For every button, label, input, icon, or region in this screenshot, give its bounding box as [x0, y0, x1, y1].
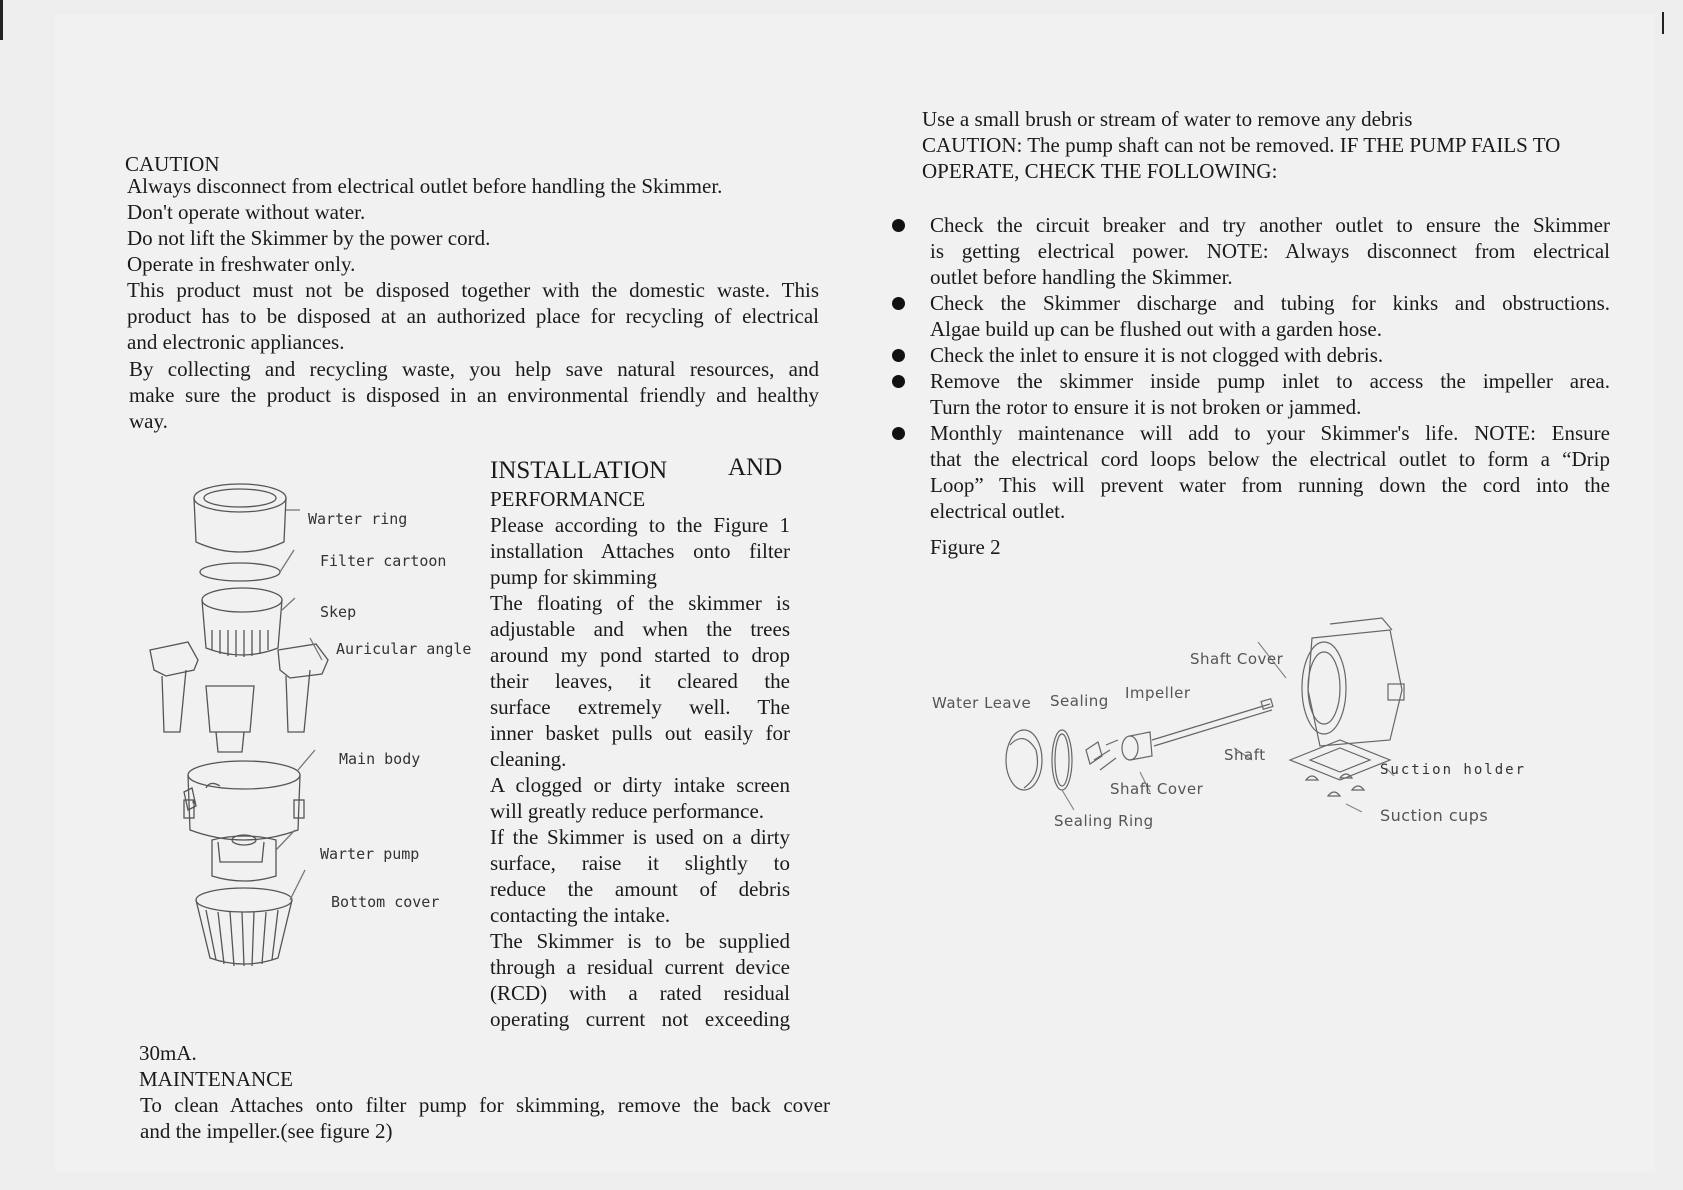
installation-line: If the Skimmer is used on a dirty: [490, 825, 790, 849]
caution-line: Do not lift the Skimmer by the power cord.: [127, 226, 491, 250]
installation-line: The floating of the skimmer is: [490, 591, 790, 615]
bullet-dot: [892, 427, 905, 440]
label-warter-ring: Warter ring: [308, 510, 408, 528]
troubleshooting-line: Check the circuit breaker and try another outlet to ensure the Skimmer: [930, 213, 1610, 237]
label-water-leave: Water Leave: [932, 694, 1032, 712]
right-intro: [922, 106, 1560, 184]
installation-line: surface, raise it slightly to: [490, 851, 790, 875]
troubleshooting-line: Check the inlet to ensure it is not clogged with debris.: [930, 343, 1384, 367]
installation-line: adjustable and when the trees: [490, 617, 790, 641]
caution-line: Don't operate without water.: [127, 200, 366, 224]
recycling-paragraph: [129, 356, 819, 434]
troubleshooting-line: outlet before handling the Skimmer.: [930, 265, 1233, 289]
troubleshooting-item: [930, 368, 1610, 420]
installation-line: will greatly reduce performance.: [490, 799, 765, 823]
troubleshooting-line: Check the Skimmer discharge and tubing for kinks and obstructions.: [930, 291, 1610, 315]
figure2-caption: Figure 2: [930, 535, 1001, 559]
installation-heading-left: INSTALLATION: [490, 457, 668, 484]
caution-line: Operate in freshwater only.: [127, 252, 356, 276]
installation-line: inner basket pulls out easily for: [490, 721, 790, 745]
installation-line: cleaning.: [490, 747, 567, 771]
label-bottom-cover: Bottom cover: [331, 893, 440, 911]
installation-line: surface extremely well. The: [490, 695, 790, 719]
bullet-dot: [892, 297, 905, 310]
installation-heading-right: AND: [728, 454, 783, 481]
installation-line: installation Attaches onto filter: [490, 539, 790, 563]
label-sealing-top: Sealing: [1050, 692, 1109, 710]
installation-line: The Skimmer is to be supplied: [490, 929, 790, 953]
troubleshooting-line: Remove the skimmer inside pump inlet to access the impeller area.: [930, 369, 1610, 393]
maintenance-line: To clean Attaches onto filter pump for skimming, remove the back cover: [140, 1093, 830, 1117]
disposal-line: and electronic appliances.: [127, 330, 345, 354]
recycling-line: By collecting and recycling waste, you help save natural resources, and: [129, 357, 819, 381]
label-auricular-angle: Auricular angle: [336, 640, 472, 658]
installation-line: their leaves, it cleared the: [490, 669, 790, 693]
label-suction-cups: Suction cups: [1380, 806, 1489, 825]
installation-line: pump for skimming: [490, 565, 657, 589]
maintenance-title: MAINTENANCE: [139, 1067, 293, 1091]
right-intro-line: Use a small brush or stream of water to remove any debris: [922, 107, 1413, 131]
troubleshooting-item: [930, 212, 1610, 290]
troubleshooting-line: Algae build up can be flushed out with a garden hose.: [930, 317, 1382, 341]
maintenance-body: [140, 1092, 830, 1144]
caution-lines: [127, 173, 722, 277]
bullet-dot: [892, 375, 905, 388]
troubleshooting-line: Turn the rotor to ensure it is not broken or jammed.: [930, 395, 1362, 419]
recycling-line: way.: [129, 409, 168, 433]
installation-line: operating current not exceeding: [490, 1007, 790, 1031]
disposal-line: product has to be disposed at an authorized place for recycling of electrical: [127, 304, 819, 328]
disposal-line: This product must not be disposed together with the domestic waste. This: [127, 278, 819, 302]
right-intro-line: CAUTION: The pump shaft can not be removed. IF THE PUMP FAILS TO: [922, 133, 1561, 157]
label-main-body: Main body: [339, 750, 421, 768]
label-suction-holder: Suction holder: [1380, 762, 1527, 778]
installation-line: around my pond started to drop: [490, 643, 790, 667]
installation-line: (RCD) with a rated residual: [490, 981, 790, 1005]
recycling-line: make sure the product is disposed in an environmental friendly and healthy: [129, 383, 819, 407]
troubleshooting-item: [930, 420, 1610, 524]
installation-heading-line2: PERFORMANCE: [490, 487, 646, 511]
troubleshooting-list: [930, 212, 1610, 524]
label-impeller: Impeller: [1125, 684, 1191, 702]
troubleshooting-line: electrical outlet.: [930, 499, 1066, 523]
label-shaft: Shaft: [1224, 746, 1266, 764]
figure2-pump-diagram: [990, 600, 1450, 830]
label-warter-pump: Warter pump: [320, 845, 420, 863]
bullet-dot: [892, 219, 905, 232]
installation-line: reduce the amount of debris: [490, 877, 790, 901]
installation-continuation: 30mA.: [139, 1041, 197, 1065]
page-edge-mark: [1662, 12, 1664, 34]
disposal-paragraph: [127, 277, 819, 355]
installation-line: through a residual current device: [490, 955, 790, 979]
label-shaft-cover-bottom: Shaft Cover: [1110, 780, 1204, 798]
figure1-exploded-diagram: [140, 470, 350, 1030]
label-skep: Skep: [320, 603, 357, 621]
maintenance-line: and the impeller.(see figure 2): [140, 1119, 393, 1143]
troubleshooting-line: that the electrical cord loops below the electrical outlet to form a “Drip: [930, 447, 1610, 471]
bullet-dot: [892, 349, 905, 362]
installation-line: contacting the intake.: [490, 903, 671, 927]
label-shaft-cover-top: Shaft Cover: [1190, 650, 1284, 668]
troubleshooting-item: [930, 342, 1610, 368]
troubleshooting-line: Monthly maintenance will add to your Skimmer's life. NOTE: Ensure: [930, 421, 1610, 445]
caution-title: CAUTION: [125, 152, 220, 176]
troubleshooting-line: Loop” This will prevent water from running down the cord into the: [930, 473, 1610, 497]
right-intro-line: OPERATE, CHECK THE FOLLOWING:: [922, 159, 1278, 183]
troubleshooting-item: [930, 290, 1610, 342]
caution-line: Always disconnect from electrical outlet before handling the Skimmer.: [127, 174, 723, 198]
installation-body: [490, 512, 790, 1032]
label-sealing-ring: Sealing Ring: [1054, 812, 1154, 830]
installation-line: A clogged or dirty intake screen: [490, 773, 790, 797]
installation-line: Please according to the Figure 1: [490, 513, 790, 537]
troubleshooting-line: is getting electrical power. NOTE: Always disconnect from electrical: [930, 239, 1610, 263]
page-edge-mark: [0, 0, 3, 40]
label-filter-cartoon: Filter cartoon: [320, 552, 447, 570]
